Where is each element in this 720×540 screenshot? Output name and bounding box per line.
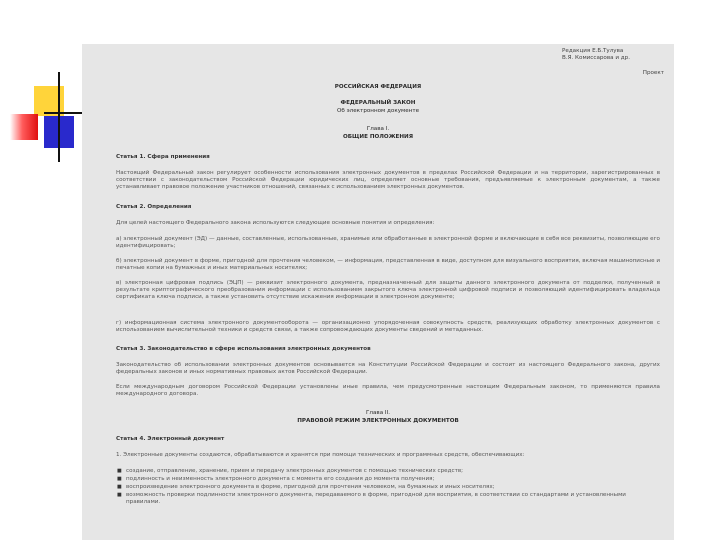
definition-1: а) электронный документ (ЭД) — данные, составленные, использованные, хранимые или обработанные в электронной форме и включающие в себя все реквизиты, позволяющие его идентифицировать; [116, 236, 660, 249]
article-4-intro: 1. Электронные документы создаются, обрабатываются и хранятся при помощи технических и программных средств, обеспечивающих: [116, 452, 525, 458]
law-title: Об электронном документе [336, 108, 420, 114]
project-label: Проект [642, 70, 664, 76]
article-3-text-1: Законодательство об использовании электронных документов основывается на Конституции Российской Федерации и состоит из настоящего Федерального закона, других федеральных законов и иных нормативных правовых актов Российской Федерации. [116, 362, 660, 375]
list-item: ■ подлинность и неизменность электронного документа с момента его создания до момента получения; [126, 476, 660, 483]
country-title: РОССИЙСКАЯ ФЕДЕРАЦИЯ [334, 84, 422, 90]
article-2-intro: Для целей настоящего Федерального закона используются следующие основные понятия и определения: [116, 220, 435, 226]
article-3-text-2: Если международным договором Российской Федерации установлены иные правила, чем предусмотренные настоящим Федеральным законом, то применяются правила международного договора. [116, 384, 660, 397]
definition-3: в) электронная цифровая подпись (ЭЦП) — реквизит электронного документа, предназначенный для защиты данного электронного документа от подделки, полученный в результате криптографического преобразования информации с использованием закрытого ключа электронной цифровой подписи и позволяющий идентифицировать владельца сертификата ключа подписи, а также установить отсутствие искажения информации в электронном документе; [116, 280, 660, 300]
list-item: ■ возможность проверки подлинности электронного документа, передаваемого в форме, пригодной для восприятия, в соответствии со стандартами и установленными правилами. [126, 492, 660, 506]
law-type: ФЕДЕРАЛЬНЫЙ ЗАКОН [340, 100, 416, 106]
list-item: ■ воспроизведение электронного документа в форме, пригодной для прочтения человеком, на бумажных и иных носителях; [126, 484, 660, 491]
document-scan [82, 44, 674, 540]
chapter-1-title: ОБЩИЕ ПОЛОЖЕНИЯ [342, 134, 414, 140]
slide-logo [8, 72, 88, 162]
list-item: ■ создание, отправление, хранение, прием и передачу электронных документов с помощью технических средств; [126, 468, 660, 475]
definition-2: б) электронный документ в форме, пригодной для прочтения человеком, — информация, представленная в виде, доступном для визуального восприятия, включая машинописные и печатные копии на бумажных и иных материальных носителях; [116, 258, 660, 271]
logo-vertical-line [58, 72, 60, 162]
article-1-heading: Статья 1. Сфера применения [116, 154, 210, 160]
chapter-1-number: Глава I. [366, 126, 390, 132]
chapter-2-title: ПРАВОВОЙ РЕЖИМ ЭЛЕКТРОННЫХ ДОКУМЕНТОВ [297, 418, 459, 424]
approval-line-2: В.Я. Комиссарова и др. [562, 55, 630, 61]
logo-red-square [10, 114, 38, 140]
article-3-heading: Статья 3. Законодательство в сфере использования электронных документов [116, 346, 371, 352]
article-4-heading: Статья 4. Электронный документ [116, 436, 225, 442]
chapter-2-number: Глава II. [366, 410, 390, 416]
approval-block [562, 48, 664, 76]
article-2-heading: Статья 2. Определения [116, 204, 192, 210]
definition-4: г) информационная система электронного документооборота — организационно упорядоченная совокупность средств, реализующих обработку электронных документов с использованием вычислительной техники и средств связи, а также сопровождающих документы сведений и метаданных. [116, 320, 660, 333]
approval-line-1: Редакция Е.Б.Тулува [562, 48, 624, 54]
article-1-text: Настоящий Федеральный закон регулирует особенности использования электронных документов в пределах Российской Федерации и на территории, зарегистрированных в соответствии с законодательством Российской Федерации юридических лиц, определяет основные требования, предъявляемые к электронным документам, а также устанавливает правовое положение участников отношений, связанных с использованием электронных документов. [116, 170, 660, 190]
